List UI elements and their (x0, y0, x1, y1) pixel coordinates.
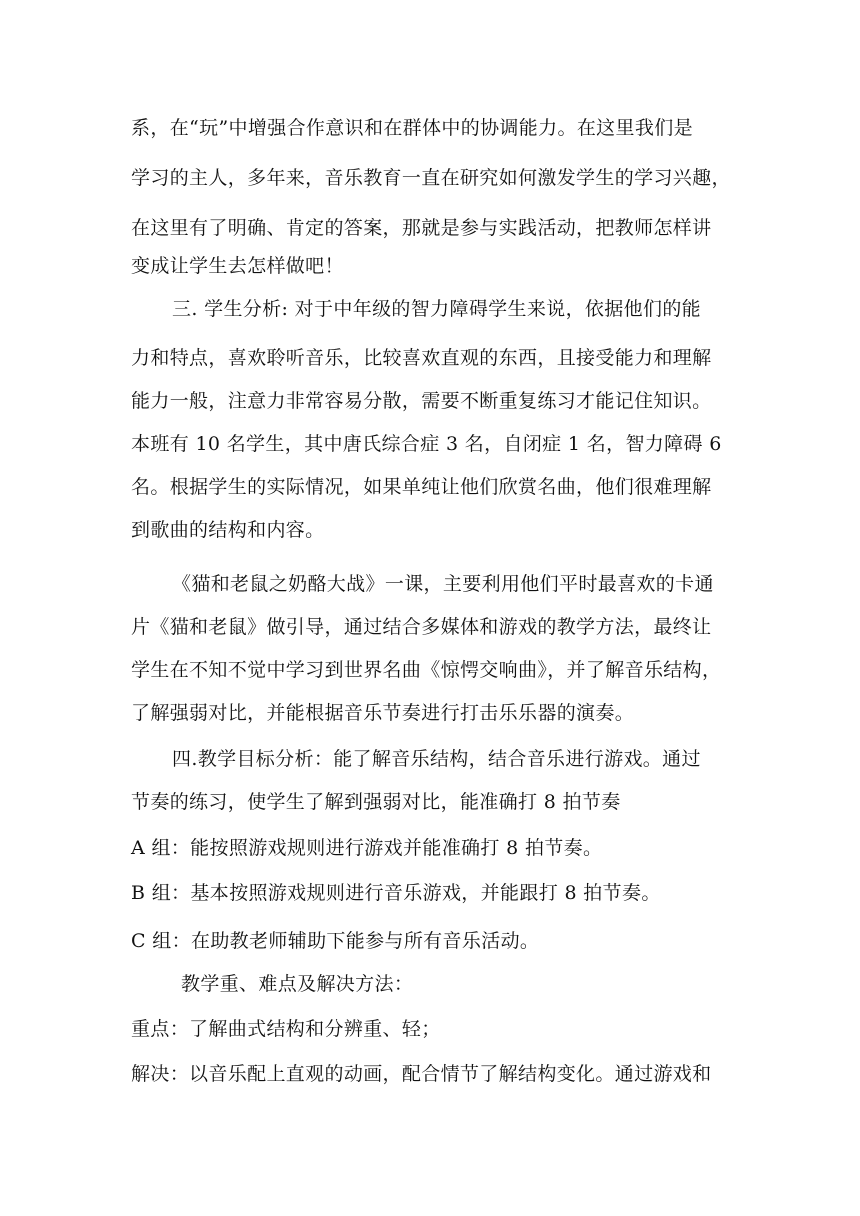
paragraph-line: 能力一般，注意力非常容易分散，需要不断重复练习才能记住知识。 (131, 390, 712, 412)
paragraph-line: 节奏的练习，使学生了解到强弱对比，能准确打 8 拍节奏 (131, 791, 621, 813)
paragraph-line: 《猫和老鼠之奶酪大战》一课，主要利用他们平时最喜欢的卡通 (172, 573, 714, 595)
paragraph-line: 在这里有了明确、肯定的答案，那就是参与实践活动，把教师怎样讲 (131, 217, 712, 239)
solution-line: 解决：以音乐配上直观的动画，配合情节了解结构变化。通过游戏和 (131, 1063, 712, 1085)
paragraph-line: 了解强弱对比，并能根据音乐节奏进行打击乐乐器的演奏。 (131, 702, 635, 724)
section-4-heading-line: 四.教学目标分析：能了解音乐结构，结合音乐进行游戏。通过 (172, 748, 701, 770)
paragraph-line: 力和特点，喜欢聆听音乐，比较喜欢直观的东西，且接受能力和理解 (131, 347, 712, 369)
paragraph-line: 片《猫和老鼠》做引导，通过结合多媒体和游戏的教学方法，最终让 (131, 616, 712, 638)
group-c-line: C 组：在助教老师辅助下能参与所有音乐活动。 (131, 930, 540, 952)
key-points-heading: 教学重、难点及解决方法： (181, 973, 414, 995)
paragraph-line: 系，在“玩”中增强合作意识和在群体中的协调能力。在这里我们是 (131, 117, 693, 139)
paragraph-line: 名。根据学生的实际情况，如果单纯让他们欣赏名曲，他们很难理解 (131, 476, 712, 498)
group-a-line: A 组：能按照游戏规则进行游戏并能准确打 8 拍节奏。 (131, 837, 603, 859)
paragraph-line: 变成让学生去怎样做吧！ (131, 255, 344, 277)
key-point-line: 重点：了解曲式结构和分辨重、轻； (131, 1018, 441, 1040)
group-b-line: B 组：基本按照游戏规则进行音乐游戏，并能跟打 8 拍节奏。 (131, 882, 661, 904)
paragraph-line: 本班有 10 名学生，其中唐氏综合症 3 名，自闭症 1 名，智力障碍 6 (131, 433, 722, 455)
paragraph-line: 到歌曲的结构和内容。 (131, 519, 325, 541)
paragraph-line: 学习的主人，多年来，音乐教育一直在研究如何激发学生的学习兴趣， (131, 167, 731, 189)
paragraph-line: 学生在不知不觉中学习到世界名曲《惊愕交响曲》，并了解音乐结构， (131, 659, 722, 681)
section-3-heading-line: 三. 学生分析: 对于中年级的智力障碍学生来说，依据他们的能 (172, 298, 702, 320)
